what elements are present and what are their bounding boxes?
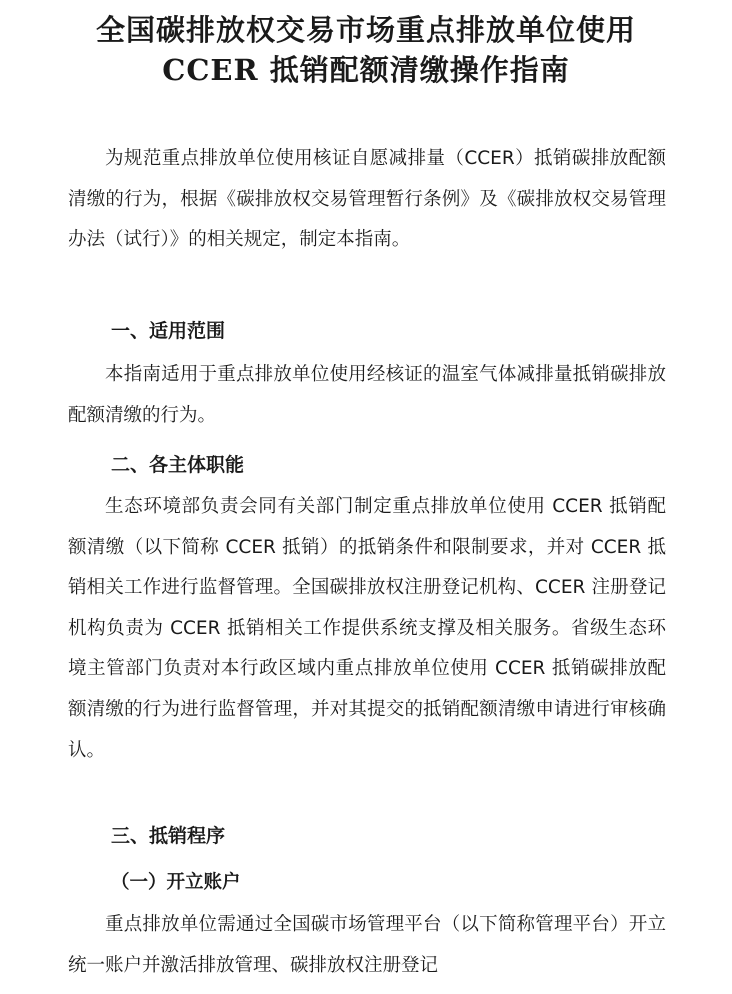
section-text-responsibilities: 生态环境部负责会同有关部门制定重点排放单位使用 CCER 抵销配额清缴（以下简称 CCER 抵销）的抵销条件和限制要求，并对 CCER 抵销相关工作进行监督管理。全国碳排放权注册登记机构、CCER 注册登记机构负责为 CCER 抵销相关工作提供系统支撑及相关服务。省级生态环境主管部门负责对本行政区域内重点排放单位使用 CCER 抵销碳排放配额清缴的行为进行监督管理，并对其提交的抵销配额清缴申请进行审核确认。 [68,496,666,761]
section-text-scope: 本指南适用于重点排放单位使用经核证的温室气体减排量抵销碳排放配额清缴的行为。 [68,364,666,426]
section-heading-scope: 一、适用范围 [111,320,226,342]
section-heading-procedure: 三、抵销程序 [111,825,226,847]
intro-paragraph: 为规范重点排放单位使用核证自愿减排量（CCER）抵销碳排放配额清缴的行为，根据《碳排放权交易管理暂行条例》及《碳排放权交易管理办法（试行）》的相关规定，制定本指南。 [68,148,666,251]
document-title-line2: CCER 抵销配额清缴操作指南 [162,53,570,87]
subsection-heading-open-account: （一）开立账户 [111,872,241,893]
subsection-text-open-account: 重点排放单位需通过全国碳市场管理平台（以下简称管理平台）开立统一账户并激活排放管理、碳排放权注册登记 [68,914,666,976]
section-heading-responsibilities: 二、各主体职能 [111,454,245,476]
document-title-line1: 全国碳排放权交易市场重点排放单位使用 [95,13,636,47]
